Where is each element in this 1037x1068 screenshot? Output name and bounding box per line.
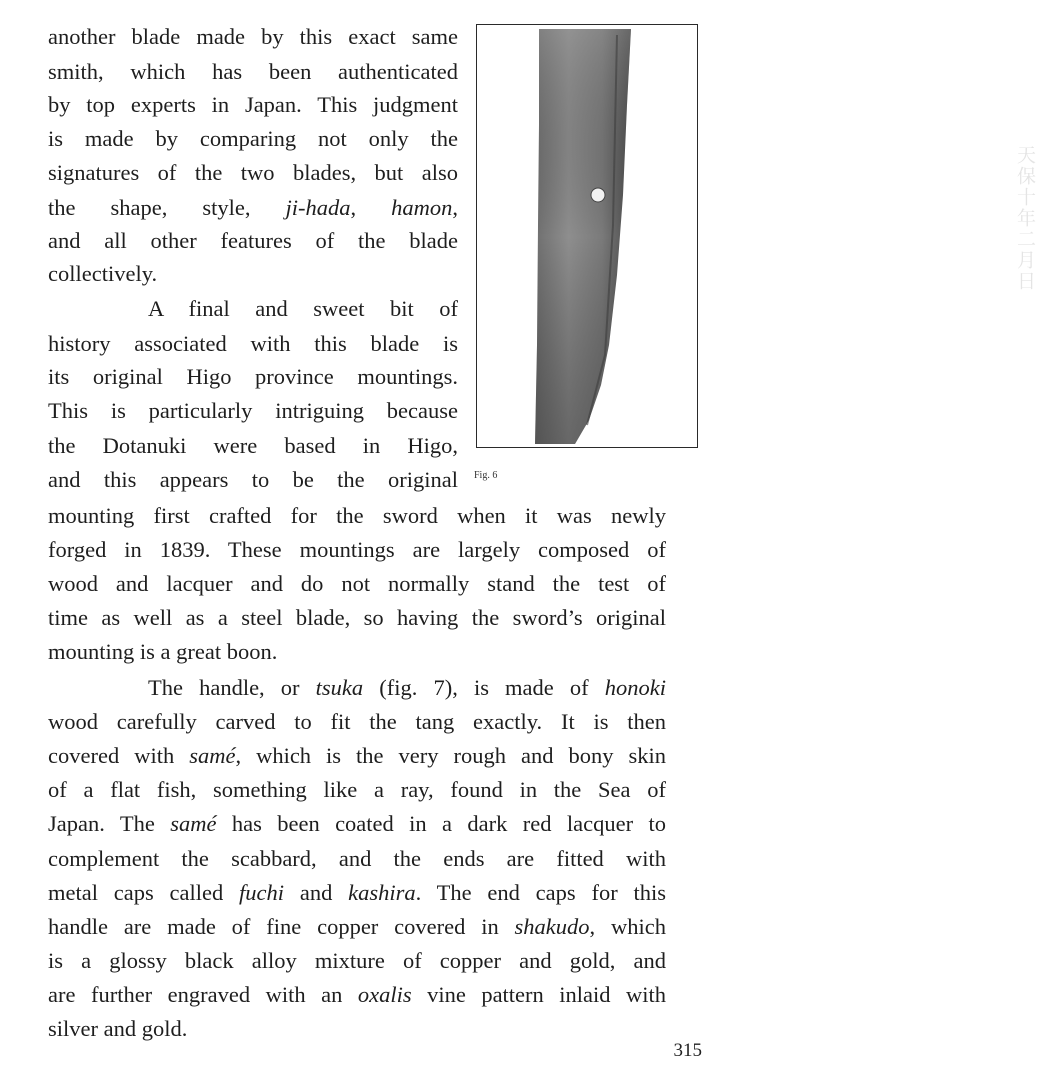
text-line bbox=[48, 807, 666, 840]
text-line bbox=[48, 910, 666, 943]
text-line: wood carefully carved to fit the tang exactly. It is then bbox=[48, 709, 666, 734]
text-line: complement the scabbard, and the ends are fitted with bbox=[48, 846, 666, 871]
italic-term-fuchi: fuchi bbox=[239, 880, 285, 905]
text-line bbox=[48, 876, 666, 909]
text-span: (fig. 7), is made of bbox=[363, 675, 605, 700]
text-line: and this appears to be the original bbox=[48, 467, 458, 492]
text-line: of a flat fish, something like a ray, found in the Sea of bbox=[48, 777, 666, 802]
italic-term-honoki: honoki bbox=[604, 675, 666, 700]
text-line bbox=[48, 739, 666, 772]
text-span: Japan. The bbox=[48, 811, 171, 836]
text-line: its original Higo province mountings. bbox=[48, 364, 458, 389]
figure-6-blade-photo bbox=[476, 24, 1036, 448]
italic-term-same: samé bbox=[189, 743, 236, 768]
text-span: the shape, style, bbox=[48, 195, 286, 220]
text-line: time as well as a steel blade, so having the sword’s original bbox=[48, 605, 666, 630]
text-line: A final and sweet bit of bbox=[148, 296, 458, 321]
text-line: collectively. bbox=[48, 261, 158, 286]
page-number: 315 bbox=[673, 1040, 702, 1061]
figure-caption: Fig. 6 bbox=[474, 470, 498, 481]
italic-term-kashira: kashira bbox=[348, 880, 416, 905]
blade-illustration bbox=[477, 25, 696, 446]
text-line: is a glossy black alloy mixture of copper and gold, and bbox=[48, 948, 666, 973]
text-line bbox=[148, 671, 666, 704]
text-span: has been coated in a dark red lacquer to bbox=[216, 811, 666, 836]
text-line: smith, which has been authenticated bbox=[48, 59, 458, 84]
italic-term-tsuka: tsuka bbox=[315, 675, 364, 700]
text-line: the Dotanuki were based in Higo, bbox=[48, 433, 458, 458]
text-span: and bbox=[284, 880, 349, 905]
text-line: mounting is a great boon. bbox=[48, 639, 278, 664]
text-span: , bbox=[452, 195, 459, 220]
text-line: This is particularly intriguing because bbox=[48, 398, 458, 423]
text-span: are further engraved with an bbox=[48, 982, 358, 1007]
italic-term-hamon: hamon bbox=[391, 195, 453, 220]
italic-term-shakudo: shakudo bbox=[514, 914, 590, 939]
text-line: wood and lacquer and do not normally stand the test of bbox=[48, 571, 666, 596]
text-line: is made by comparing not only the bbox=[48, 126, 458, 151]
text-line: and all other features of the blade bbox=[48, 228, 458, 253]
text-span: , which is the very rough and bony skin bbox=[235, 743, 666, 768]
text-line: silver and gold. bbox=[48, 1016, 188, 1041]
text-line: signatures of the two blades, but also bbox=[48, 160, 458, 185]
italic-term-same: samé bbox=[170, 811, 217, 836]
text-span: . The end caps for this bbox=[415, 880, 666, 905]
text-line: another blade made by this exact same bbox=[48, 24, 458, 49]
text-span: , bbox=[350, 195, 392, 220]
mekugi-ana-hole bbox=[591, 188, 605, 202]
text-span: metal caps called bbox=[48, 880, 240, 905]
italic-term-ji-hada: ji-hada bbox=[285, 195, 351, 220]
text-span: handle are made of fine copper covered in bbox=[48, 914, 515, 939]
text-line: history associated with this blade is bbox=[48, 331, 458, 356]
italic-term-oxalis: oxalis bbox=[357, 982, 412, 1007]
text-line bbox=[48, 191, 458, 224]
text-line: mounting first crafted for the sword when it was newly bbox=[48, 503, 666, 528]
text-span: , which bbox=[589, 914, 666, 939]
text-span: vine pattern inlaid with bbox=[411, 982, 667, 1007]
text-span: covered with bbox=[48, 743, 190, 768]
text-span: The handle, or bbox=[148, 675, 316, 700]
text-line bbox=[48, 978, 666, 1011]
blade-signature-inscription: 天保十年二月日 bbox=[1014, 145, 1036, 292]
text-line: by top experts in Japan. This judgment bbox=[48, 92, 458, 117]
text-line: forged in 1839. These mountings are largely composed of bbox=[48, 537, 666, 562]
